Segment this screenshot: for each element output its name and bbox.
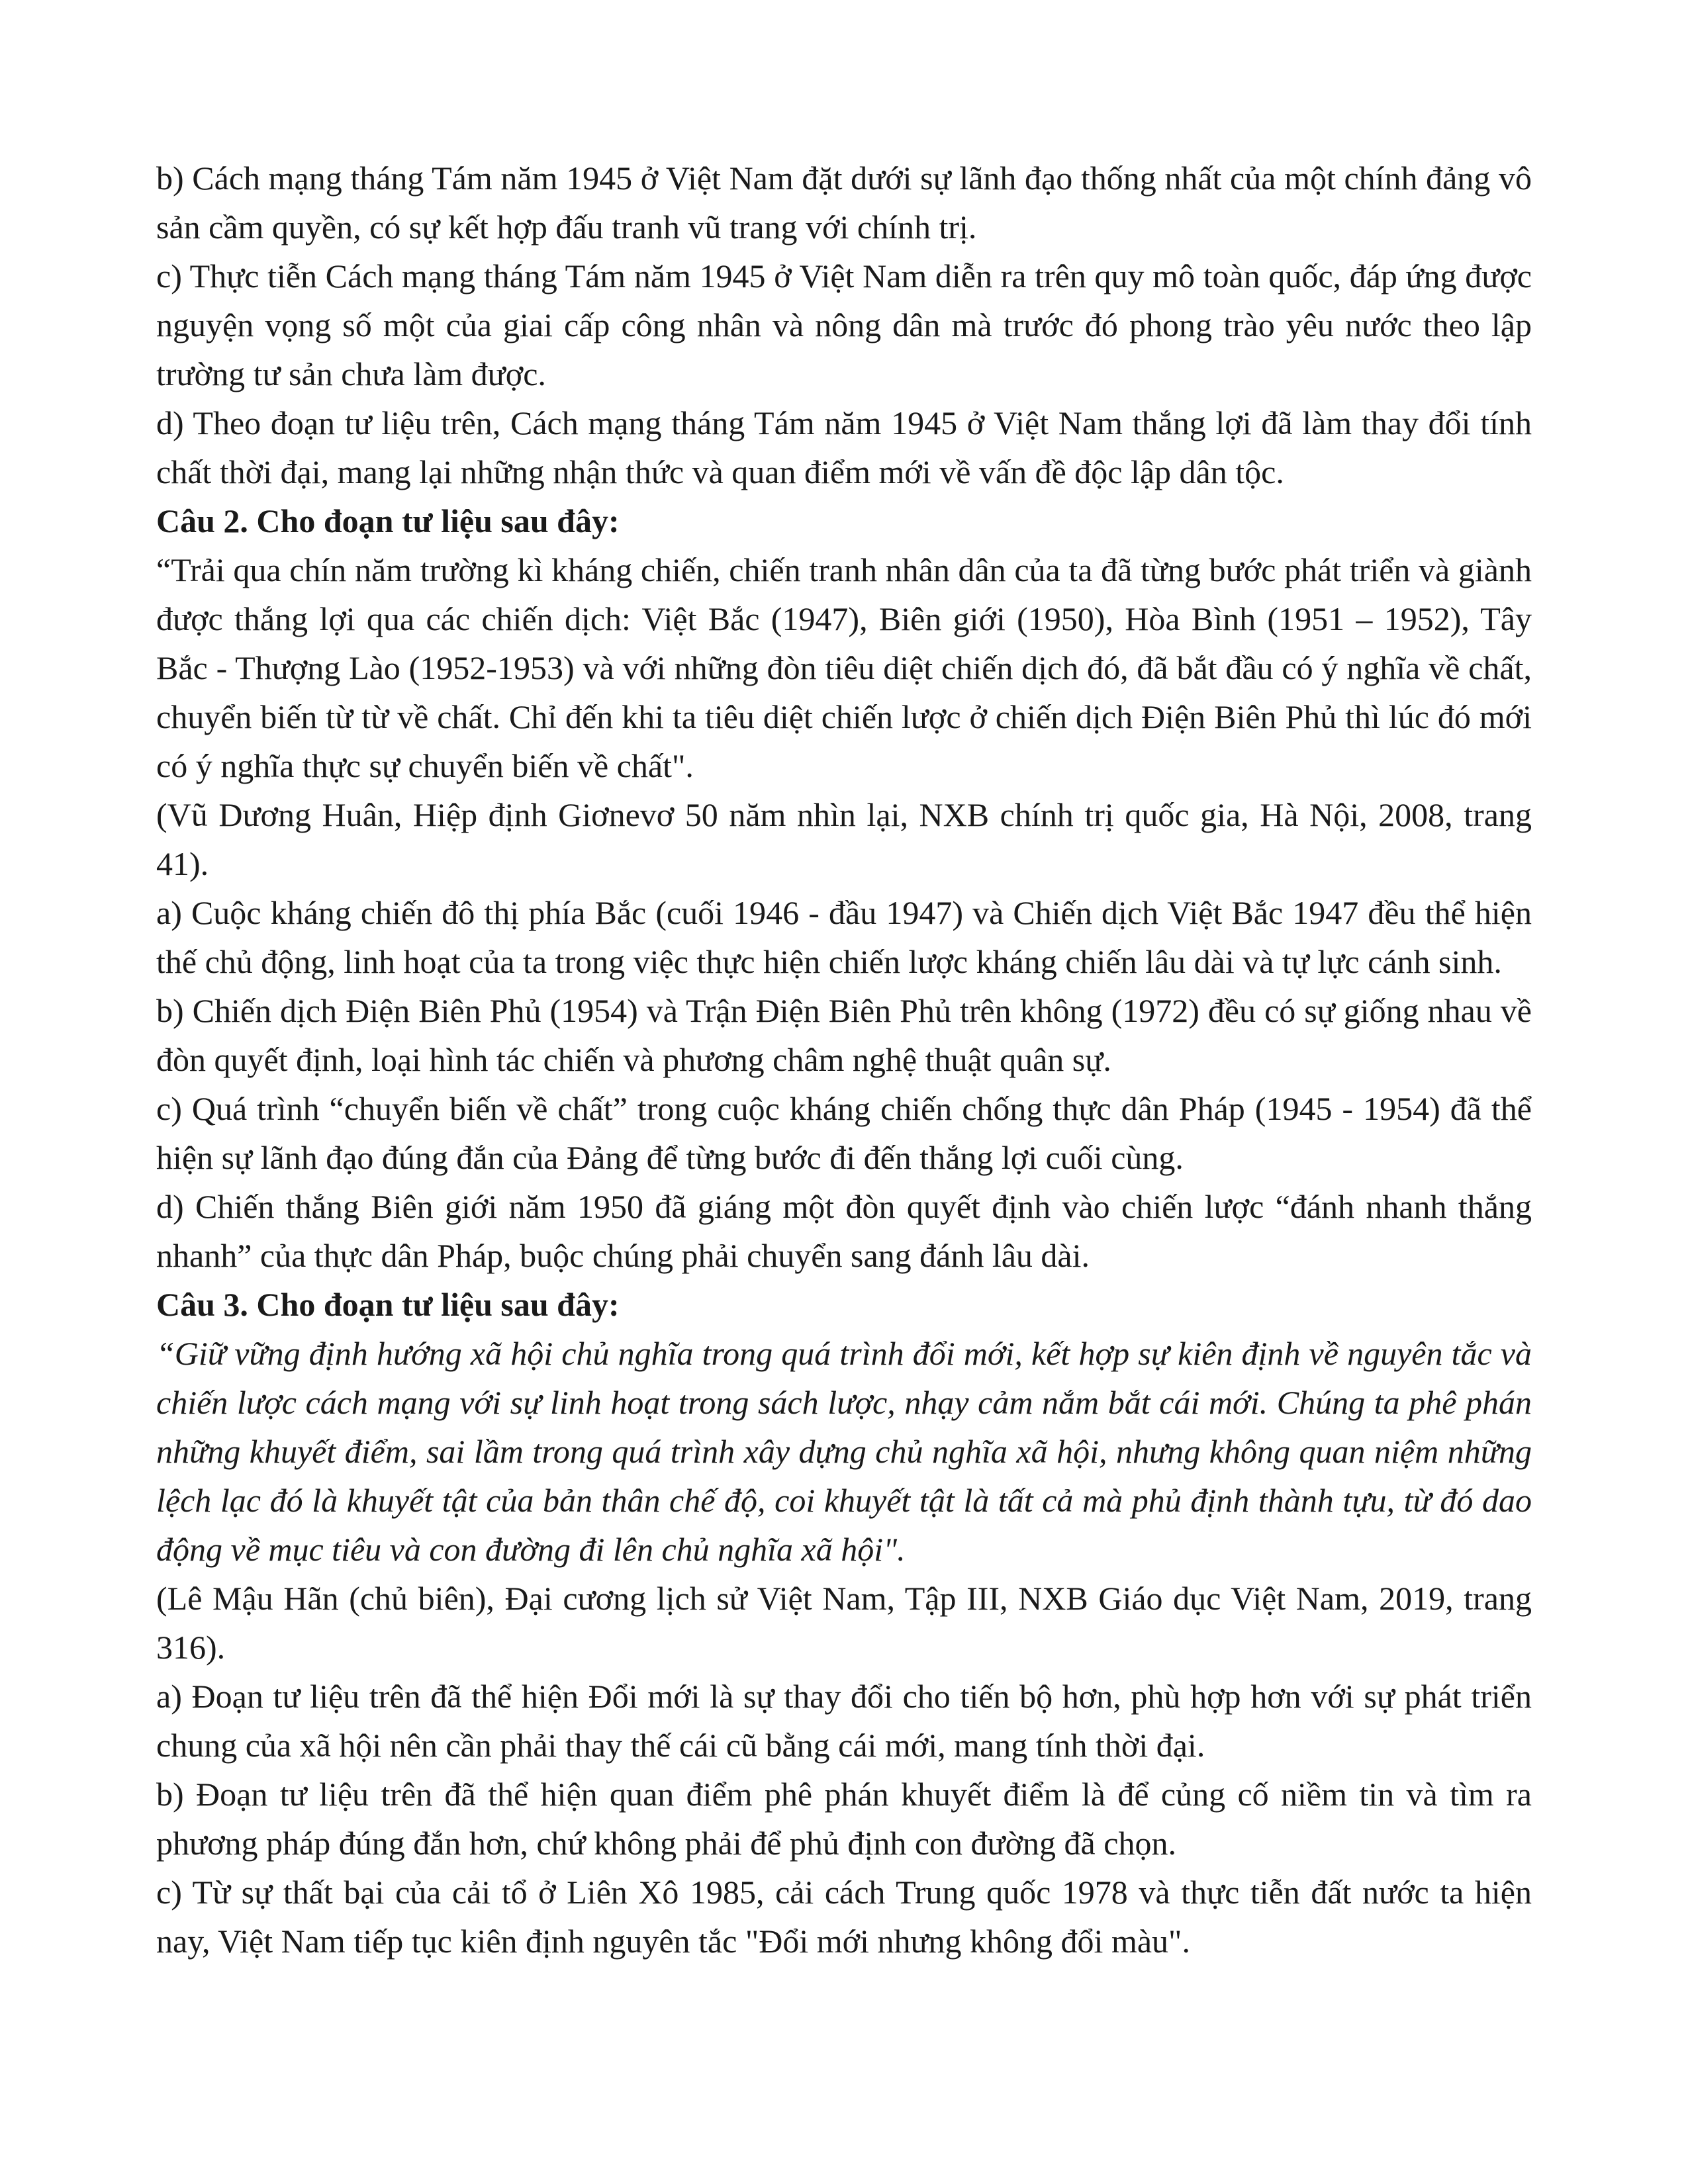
cau3-option-a: a) Đoạn tư liệu trên đã thể hiện Đổi mới là sự thay đổi cho tiến bộ hơn, phù hợp hơn với sự phát triển chung của xã hội nên cần phải thay thế cái cũ bằng cái mới, mang tính thời đại.: [156, 1678, 1532, 1764]
cau2-option-b: b) Chiến dịch Điện Biên Phủ (1954) và Trận Điện Biên Phủ trên không (1972) đều có sự giống nhau về đòn quyết định, loại hình tác chiến và phương châm nghệ thuật quân sự.: [156, 992, 1532, 1078]
cau2-option-d: d) Chiến thắng Biên giới năm 1950 đã giáng một đòn quyết định vào chiến lược “đánh nhanh thắng nhanh” của thực dân Pháp, buộc chúng phải chuyển sang đánh lâu dài.: [156, 1188, 1532, 1274]
cau3-option-c: c) Từ sự thất bại của cải tổ ở Liên Xô 1985, cải cách Trung quốc 1978 và thực tiễn đất nước ta hiện nay, Việt Nam tiếp tục kiên định nguyên tắc "Đổi mới nhưng không đổi màu".: [156, 1874, 1532, 1960]
cau2-quote: “Trải qua chín năm trường kì kháng chiến, chiến tranh nhân dân của ta đã từng bước phát triển và giành được thắng lợi qua các chiến dịch: Việt Bắc (1947), Biên giới (1950), Hòa Bình (1951 – 1952), Tây Bắc - Thượng Lào (1952-1953) và với những đòn tiêu diệt chiến dịch đó, đã bắt đầu có ý nghĩa về chất, chuyển biến từ từ về chất. Chỉ đến khi ta tiêu diệt chiến lược ở chiến dịch Điện Biên Phủ thì lúc đó mới có ý nghĩa thực sự chuyển biến về chất".: [156, 551, 1532, 784]
cau1-option-d: d) Theo đoạn tư liệu trên, Cách mạng tháng Tám năm 1945 ở Việt Nam thắng lợi đã làm thay đổi tính chất thời đại, mang lại những nhận thức và quan điểm mới về vấn đề độc lập dân tộc.: [156, 404, 1532, 490]
cau1-option-b: b) Cách mạng tháng Tám năm 1945 ở Việt Nam đặt dưới sự lãnh đạo thống nhất của một chính đảng vô sản cầm quyền, có sự kết hợp đấu tranh vũ trang với chính trị.: [156, 159, 1532, 246]
cau3-option-b: b) Đoạn tư liệu trên đã thể hiện quan điểm phê phán khuyết điểm là để củng cố niềm tin và tìm ra phương pháp đúng đắn hơn, chứ không phải để phủ định con đường đã chọn.: [156, 1776, 1532, 1862]
document-page: [156, 154, 1532, 1966]
cau1-option-c: c) Thực tiễn Cách mạng tháng Tám năm 1945 ở Việt Nam diễn ra trên quy mô toàn quốc, đáp ứng được nguyện vọng số một của giai cấp công nhân và nông dân mà trước đó phong trào yêu nước theo lập trường tư sản chưa làm được.: [156, 257, 1532, 392]
cau2-source: (Vũ Dương Huân, Hiệp định Giơnevơ 50 năm nhìn lại, NXB chính trị quốc gia, Hà Nội, 2008, trang 41).: [156, 796, 1532, 882]
cau2-option-c: c) Quá trình “chuyển biến về chất” trong cuộc kháng chiến chống thực dân Pháp (1945 - 1954) đã thể hiện sự lãnh đạo đúng đắn của Đảng để từng bước đi đến thắng lợi cuối cùng.: [156, 1090, 1532, 1176]
cau2-option-a: a) Cuộc kháng chiến đô thị phía Bắc (cuối 1946 - đầu 1947) và Chiến dịch Việt Bắc 1947 đều thể hiện thế chủ động, linh hoạt của ta trong việc thực hiện chiến lược kháng chiến lâu dài và tự lực cánh sinh.: [156, 894, 1532, 980]
cau3-heading: Câu 3. Cho đoạn tư liệu sau đây:: [156, 1286, 620, 1323]
cau3-quote: “Giữ vững định hướng xã hội chủ nghĩa trong quá trình đổi mới, kết hợp sự kiên định về nguyên tắc và chiến lược cách mạng với sự linh hoạt trong sách lược, nhạy cảm nắm bắt cái mới. Chúng ta phê phán những khuyết điểm, sai lầm trong quá trình xây dựng chủ nghĩa xã hội, nhưng không quan niệm những lệch lạc đó là khuyết tật của bản thân chế độ, coi khuyết tật là tất cả mà phủ định thành tựu, từ đó dao động về mục tiêu và con đường đi lên chủ nghĩa xã hội".: [156, 1335, 1532, 1568]
cau2-heading: Câu 2. Cho đoạn tư liệu sau đây:: [156, 502, 620, 539]
cau3-source: (Lê Mậu Hãn (chủ biên), Đại cương lịch sử Việt Nam, Tập III, NXB Giáo dục Việt Nam, 2019, trang 316).: [156, 1580, 1532, 1666]
